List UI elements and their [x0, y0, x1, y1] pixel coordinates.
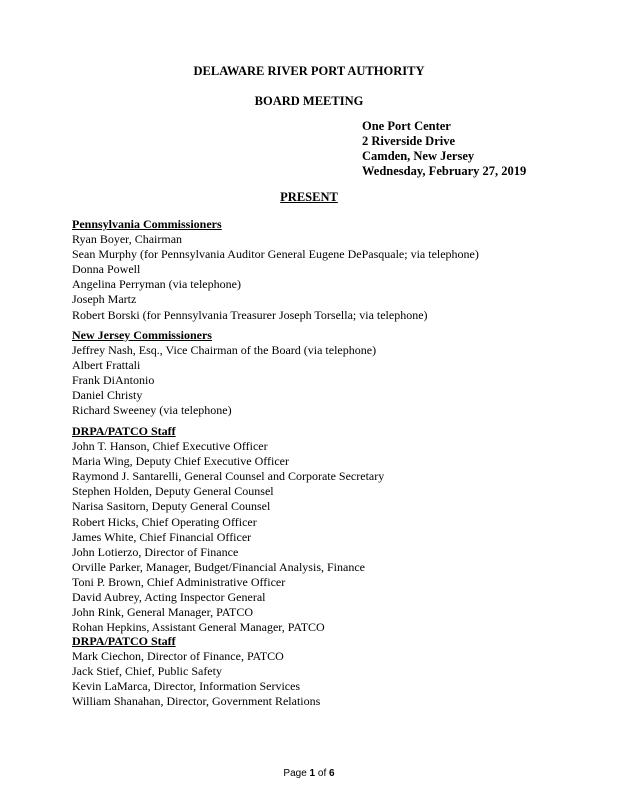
attendee-line: Robert Hicks, Chief Operating Officer [72, 514, 257, 529]
attendee-line: Kevin LaMarca, Director, Information Services [72, 679, 301, 694]
attendee-line: David Aubrey, Acting Inspector General [72, 590, 266, 605]
attendee-line: Stephen Holden, Deputy General Counsel [72, 484, 274, 499]
section-drpa-patco-staff [72, 424, 384, 635]
current-page-number: 1 [309, 768, 316, 779]
attendee-line: Sean Murphy (for Pennsylvania Auditor General Eugene DePasquale; via telephone) [72, 247, 479, 262]
attendee-line: John Lotierzo, Director of Finance [72, 544, 239, 559]
section-heading: New Jersey Commissioners [72, 328, 212, 342]
page-footer [0, 768, 618, 780]
attendee-line: Narisa Sasitorn, Deputy General Counsel [72, 499, 271, 514]
attendee-line: Donna Powell [72, 262, 141, 277]
section-new-jersey-commissioners [72, 328, 376, 419]
attendee-line: Maria Wing, Deputy Chief Executive Officer [72, 454, 290, 469]
attendee-line: Robert Borski (for Pennsylvania Treasurer Joseph Torsella; via telephone) [72, 307, 428, 322]
attendee-line: Joseph Martz [72, 292, 137, 307]
page-label: Page [283, 768, 310, 779]
address-line: Camden, New Jersey [362, 149, 475, 163]
section-drpa-patco-staff-2 [72, 634, 320, 709]
attendee-line: Angelina Perryman (via telephone) [72, 277, 241, 292]
attendee-line: William Shanahan, Director, Government Relations [72, 694, 321, 709]
attendee-line: Albert Frattali [72, 358, 141, 373]
attendee-line: Raymond J. Santarelli, General Counsel and Corporate Secretary [72, 469, 385, 484]
attendee-line: Toni P. Brown, Chief Administrative Officer [72, 574, 286, 589]
attendee-line: Richard Sweeney (via telephone) [72, 403, 232, 418]
attendee-line: Mark Ciechon, Director of Finance, PATCO [72, 649, 284, 664]
section-pennsylvania-commissioners [72, 217, 479, 323]
attendee-line: John T. Hanson, Chief Executive Officer [72, 439, 268, 454]
attendee-line: Jeffrey Nash, Esq., Vice Chairman of the Board (via telephone) [72, 343, 377, 358]
attendee-line: Ryan Boyer, Chairman [72, 232, 183, 247]
page-of-label: of [315, 768, 330, 779]
attendee-line: Daniel Christy [72, 388, 143, 403]
meeting-title: BOARD MEETING [254, 94, 364, 108]
attendee-line: Rohan Hepkins, Assistant General Manager, PATCO [72, 620, 325, 635]
present-heading: PRESENT [280, 190, 338, 204]
address-line: 2 Riverside Drive [362, 134, 456, 148]
attendee-line: James White, Chief Financial Officer [72, 529, 252, 544]
section-heading: Pennsylvania Commissioners [72, 217, 222, 231]
total-pages-number: 6 [329, 768, 335, 779]
attendee-line: John Rink, General Manager, PATCO [72, 605, 254, 620]
section-heading: DRPA/PATCO Staff [72, 634, 176, 648]
meeting-address-block [362, 119, 526, 179]
section-heading: DRPA/PATCO Staff [72, 424, 176, 438]
meeting-date: Wednesday, February 27, 2019 [362, 164, 527, 178]
address-line: One Port Center [362, 119, 451, 133]
attendee-line: Orville Parker, Manager, Budget/Financial Analysis, Finance [72, 559, 365, 574]
attendee-line: Frank DiAntonio [72, 373, 155, 388]
attendee-line: Jack Stief, Chief, Public Safety [72, 664, 222, 679]
organization-title: DELAWARE RIVER PORT AUTHORITY [193, 64, 425, 78]
